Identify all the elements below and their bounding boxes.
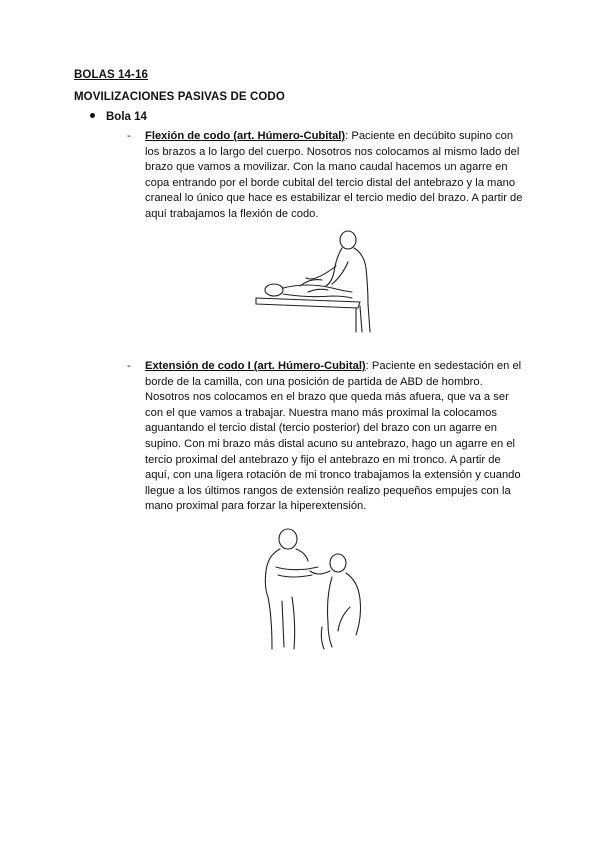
list-item-body [145,129,527,223]
list-dash: - [127,130,131,142]
bullet-label: Bola 14 [106,111,147,123]
document-title: BOLAS 14-16 [74,69,148,81]
item-title: Extensión de codo I (art. Húmero-Cubital) [145,360,366,372]
bullet-item-bola-14 [90,111,147,123]
item-text: : Paciente en decúbito supino con los brazos a lo largo del cuerpo. Nosotros nos colocamos al mismo lado del brazo que vamos a movilizar. Con la mano caudal hacemos un agarre en copa entrando por el borde cubital del tercio distal del antebrazo y la mano craneal lo único que hace es estabilizar el tercio medio del brazo. A partir de aquí trabajamos la flexión de codo. [145,130,523,220]
list-dash: - [127,360,131,372]
list-item-extension [127,359,527,515]
extension-illustration [262,527,374,651]
item-text: : Paciente en sedestación en el borde de la camilla, con una posición de partida de ABD de hombro. Nosotros nos colocamos en el brazo que queda más afuera, que va a ser con el que vamos a trabajar. Nuestra mano más proximal la colocamos aguantando el tercio distal (tercio posterior) del brazo con un agarre en supino. Con mi brazo más distal acuno su antebrazo, hago un agarre en el tercio proximal del antebrazo y fijo el antebrazo en mi tronco. A partir de aquí, con una ligera rotación de mi tronco trabajamos la extensión y cuando llegue a los últimos rangos de extensión realizo pequeños empujes con la mano proximal para forzar la hiperextensión. [145,360,522,513]
list-item-flexion [127,129,527,223]
document-subtitle: MOVILIZACIONES PASIVAS DE CODO [74,91,285,103]
flexion-illustration [252,228,382,336]
item-title: Flexión de codo (art. Húmero-Cubital) [145,130,346,142]
list-item-body [145,359,527,515]
bullet-dot-icon [90,113,95,118]
